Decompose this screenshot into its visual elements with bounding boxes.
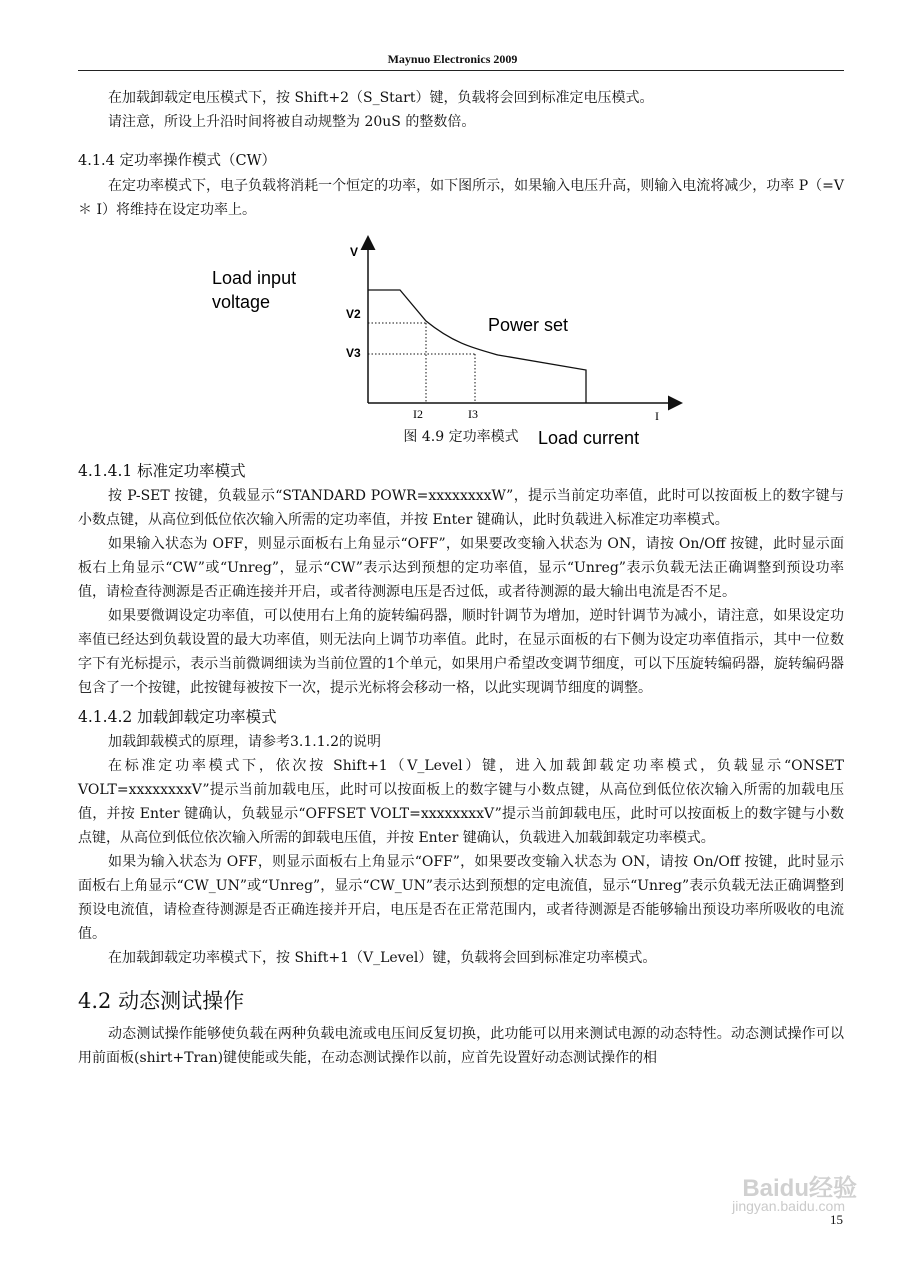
section-4-2-paragraph-1: 动态测试操作能够使负载在两种负载电流或电压间反复切换，此功能可以用来测试电源的动态特性。动态测试操作可以用前面板(shirt+Tran)键使能或失能，在动态测试操作以前，应首先设置好动态测试操作的相 xyxy=(78,1026,844,1066)
header-divider xyxy=(78,70,844,71)
y-axis-label: V xyxy=(350,245,359,259)
x-axis-label: I xyxy=(655,409,659,423)
section-4-1-4-2-paragraph-3: 如果为输入状态为 OFF，则显示面板右上角显示“OFF”，如果要改变输入状态为 ON，请按 On/Off 按键，此时显示面板右上角显示“CW_UN”或“Unreg”，显示“CW_UN”表示达到预想的定电流值，显示“Unreg”表示负载无法正确调整到预设电流值，请检查待测源是否正确连接并开启，电压是否在正常范围内，或者待测源是否能够输出预设功率所吸收的电流值。 xyxy=(78,854,844,942)
section-4-1-4-2-paragraph-1: 加载卸载模式的原理，请参考3.1.1.2的说明 xyxy=(108,734,381,750)
section-4-1-4-paragraph: 在定功率模式下，电子负载将消耗一个恒定的功率，如下图所示，如果输入电压升高，则输入电流将减少，功率 P（=V ＊ I）将维持在设定功率上。 xyxy=(78,178,844,218)
section-4-1-4-1-paragraph-2: 如果输入状态为 OFF，则显示面板右上角显示“OFF”，如果要改变输入状态为 ON，请按 On/Off 按键，此时显示面板右上角显示“CW”或“Unreg”，显示“CW”表示达到预想的定功率值，显示“Unreg”表示负载无法正确调整到预设功率值，请检查待测源是否正确连接并开启，或者待测源电压是否过低，或者待测源的最大输出电流是否不足。 xyxy=(78,536,844,600)
intro-paragraph-2: 请注意，所设上升沿时间将被自动规整为 20uS 的整数倍。 xyxy=(108,114,476,130)
section-4-1-4-2-heading: 4.1.4.2 加载卸载定功率模式 xyxy=(78,708,277,726)
intro-paragraph-1: 在加载卸载定电压模式下，按 Shift+2（S_Start）键，负载将会回到标准定电压模式。 xyxy=(108,90,654,106)
header-title: Maynuo Electronics 2009 xyxy=(387,52,518,66)
load-current-label: Load current xyxy=(538,428,640,448)
section-4-1-4-1-heading: 4.1.4.1 标准定功率模式 xyxy=(78,462,246,480)
section-4-2-heading: 4.2 动态测试操作 xyxy=(78,989,245,1013)
section-4-1-4-2-paragraph-2: 在标准定功率模式下，依次按 Shift+1（V_Level）键，进入加载卸载定功率模式，负载显示“ONSET VOLT=xxxxxxxxV”提示当前加载电压，此时可以按面板上的数字键与小数点键，从高位到低位依次输入所需的加载电压值，并按 Enter 键确认，负载显示“OFFSET VOLT=xxxxxxxxV”提示当前卸载电压，此时可以按面板上的数字键与小数点键，从高位到低位依次输入所需的卸载电压值，并按 Enter 键确认，负载进入加载卸载定功率模式。 xyxy=(78,758,844,846)
x-tick-i2: I2 xyxy=(413,407,423,421)
page-number: 15 xyxy=(830,1212,843,1227)
content xyxy=(78,86,844,1070)
section-4-1-4-heading: 4.1.4 定功率操作模式（CW） xyxy=(78,153,277,169)
watermark-url: jingyan.baidu.com xyxy=(732,1198,845,1214)
x-tick-i3: I3 xyxy=(468,407,478,421)
load-input-voltage-label: Load input xyxy=(212,268,297,288)
curve-label: Power set xyxy=(488,315,569,335)
section-4-1-4-1-paragraph-3: 如果要微调设定功率值，可以使用右上角的旋转编码器，顺时针调节为增加，逆时针调节为减小，请注意，如果设定功率值已经达到负载设置的最大功率值，则无法向上调节功率值。此时，在显示面板的右下侧为设定功率值指示，其中一位数字下有光标提示，表示当前微调细读为当前位置的1个单元，如果用户希望改变调节细度，可以下压旋转编码器，旋转编码器包含了一个按键，此按键每被按下一次，提示光标将会移动一格，以此实现调节细度的调整。 xyxy=(78,608,844,696)
section-4-1-4-2-paragraph-4: 在加载卸载定功率模式下，按 Shift+1（V_Level）键，负载将会回到标准定功率模式。 xyxy=(108,950,657,966)
figure-caption: 图 4.9 定功率模式 xyxy=(403,429,519,445)
power-curve xyxy=(368,290,586,403)
y-tick-v3: V3 xyxy=(346,346,361,360)
y-tick-v2: V2 xyxy=(346,307,361,321)
watermark-logo: Baidu经验 xyxy=(742,1175,857,1202)
section-4-1-4-1-paragraph-1: 按 P-SET 按键，负载显示“STANDARD POWR=xxxxxxxxW”，提示当前定功率值，此时可以按面板上的数字键与小数点键，从高位到低位依次输入所需的定功率值，并按 Enter 键确认，此时负载进入标准定功率模式。 xyxy=(78,488,844,528)
load-input-voltage-label-2: voltage xyxy=(212,292,271,312)
